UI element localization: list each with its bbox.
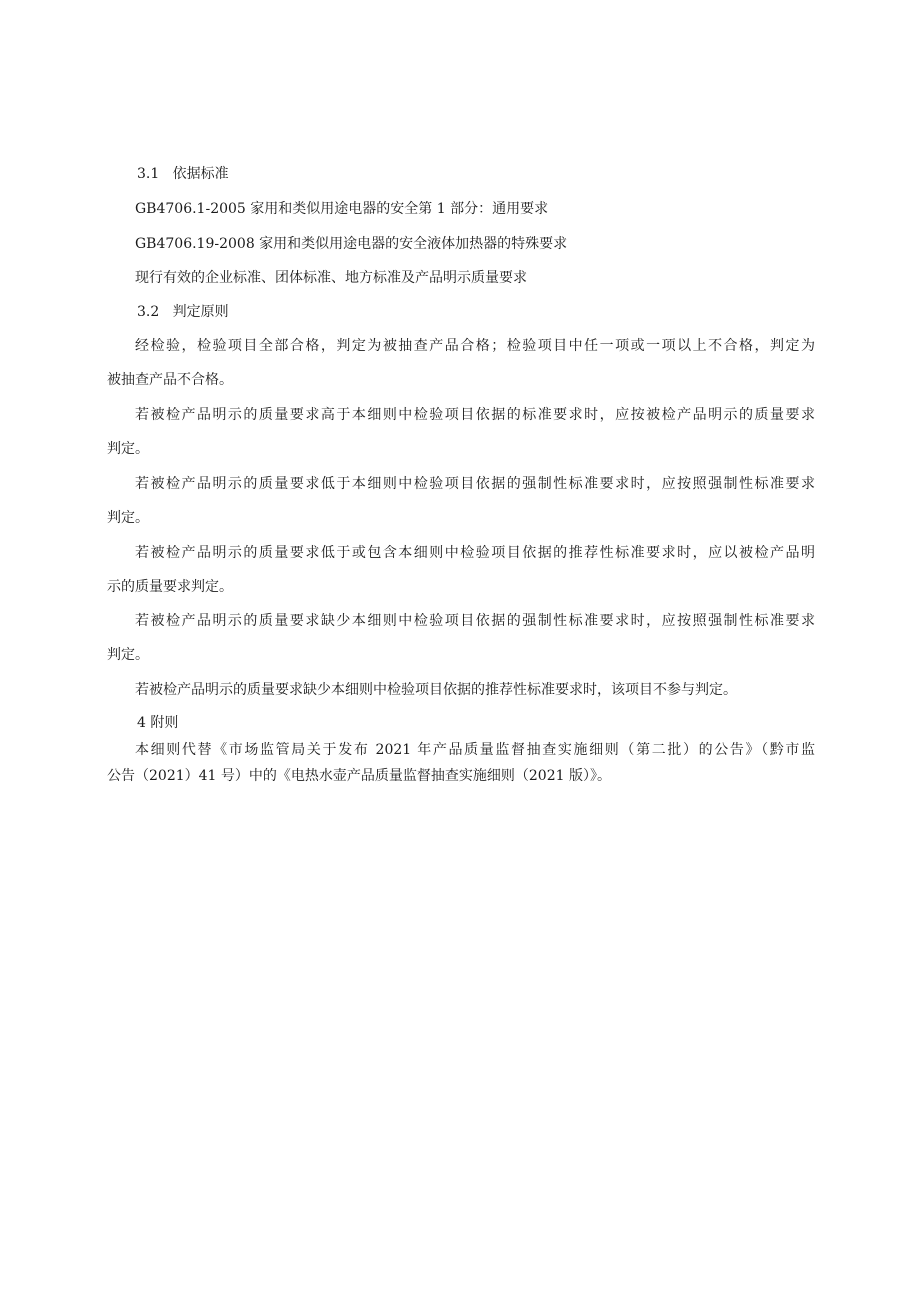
- principle-3-line-1: 若被检产品明示的质量要求低于本细则中检验项目依据的强制性标准要求时，应按照强制性标准要求: [135, 476, 815, 492]
- section-4-heading: 4 附则: [137, 715, 179, 731]
- section-3-2-title: 判定原则: [172, 304, 229, 320]
- section-3-2-heading: [137, 302, 817, 322]
- principle-1-line-1: 经检验，检验项目全部合格，判定为被抽查产品合格；检验项目中任一项或一项以上不合格，判定为: [135, 338, 815, 354]
- principle-3-line-2: 判定。: [107, 510, 149, 526]
- section-3-2-number: 3.2: [137, 304, 160, 320]
- section-3-1-number: 3.1: [137, 166, 160, 182]
- principle-5-line-2: 判定。: [107, 647, 149, 663]
- section-3-1-heading: [137, 164, 817, 184]
- standard-gb4706-19: GB4706.19-2008 家用和类似用途电器的安全液体加热器的特殊要求: [135, 236, 568, 252]
- section-4-line-2: 公告（2021）41 号）中的《电热水壶产品质量监督抽查实施细则（2021 版）》。: [107, 768, 611, 784]
- section-3-1-title: 依据标准: [172, 166, 229, 182]
- standard-gb4706-1: GB4706.1-2005 家用和类似用途电器的安全第 1 部分：通用要求: [135, 201, 549, 217]
- principle-4-line-1: 若被检产品明示的质量要求低于或包含本细则中检验项目依据的推荐性标准要求时，应以被检产品明: [135, 545, 815, 561]
- principle-5-line-1: 若被检产品明示的质量要求缺少本细则中检验项目依据的强制性标准要求时，应按照强制性标准要求: [135, 613, 815, 629]
- principle-2-line-1: 若被检产品明示的质量要求高于本细则中检验项目依据的标准要求时，应按被检产品明示的质量要求: [135, 407, 815, 423]
- principle-2-line-2: 判定。: [107, 441, 149, 457]
- section-4-line-1: 本细则代替《市场监管局关于发布 2021 年产品质量监督抽查实施细则（第二批）的公告》（黔市监: [135, 742, 815, 758]
- principle-1-line-2: 被抽查产品不合格。: [107, 372, 233, 388]
- standard-other: 现行有效的企业标准、团体标准、地方标准及产品明示质量要求: [135, 270, 527, 286]
- principle-4-line-2: 示的质量要求判定。: [107, 579, 233, 595]
- principle-6-line-1: 若被检产品明示的质量要求缺少本细则中检验项目依据的推荐性标准要求时，该项目不参与判定。: [135, 682, 737, 698]
